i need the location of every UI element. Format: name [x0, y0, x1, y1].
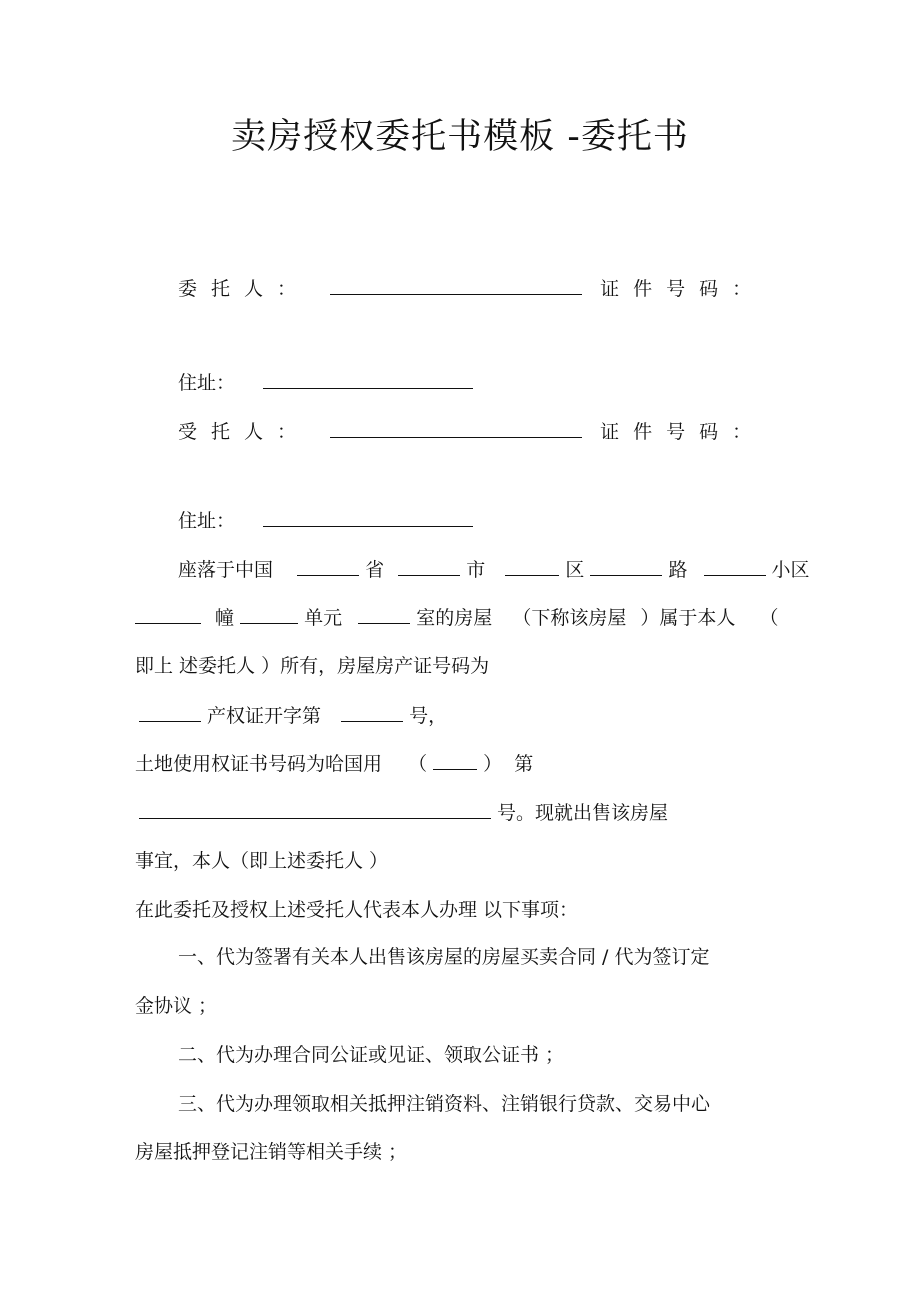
district-blank	[505, 557, 559, 576]
item-3-text: 三、代为办理领取相关抵押注销资料、注销银行贷款、交易中心	[178, 1093, 711, 1115]
cert-prefix-text: 产权证开字第	[207, 705, 322, 727]
province-label: 省	[365, 559, 385, 581]
open-paren: （	[759, 607, 779, 629]
document-title: 卖房授权委托书模板 -委托书	[231, 117, 689, 157]
building-label: 幢	[215, 607, 235, 629]
room-blank	[358, 605, 410, 624]
so-called-text: （下称该房屋	[512, 607, 627, 629]
agent-address-row	[178, 508, 473, 533]
principal-label: 委托人：	[178, 278, 311, 300]
principal-address-blank	[263, 370, 473, 389]
property-building-row	[135, 605, 778, 630]
unit-label: 单元	[304, 607, 343, 629]
item-3-continued-text: 房屋抵押登记注销等相关手续 ；	[135, 1141, 408, 1163]
building-blank	[135, 605, 201, 624]
land-number-blank	[139, 800, 491, 819]
agent-name-blank	[330, 419, 582, 438]
agent-row	[178, 419, 765, 444]
item-2-text: 二、代为办理合同公证或见证、领取公证书 ；	[178, 1044, 565, 1066]
land-paren-open: （	[408, 753, 428, 775]
land-number-row	[139, 800, 668, 825]
cert-suffix-text: 号，	[409, 705, 448, 727]
ownership-text: 即上 述委托人 ）所有，房屋房产证号码为	[135, 655, 490, 677]
agent-label: 受托人：	[178, 421, 311, 443]
principal-row	[178, 276, 765, 301]
land-end-text: 号。现就出售该房屋	[497, 802, 669, 824]
item-1-continued-row	[135, 994, 217, 1018]
location-intro: 座落于中国	[178, 559, 274, 581]
land-year-blank	[433, 751, 477, 770]
principal-address-row	[178, 370, 473, 395]
room-label: 室的房屋	[416, 607, 493, 629]
agent-id-label: 证件号码：	[600, 421, 766, 443]
belongs-text: ）属于本人	[640, 607, 736, 629]
principal-address-label: 住址：	[178, 372, 236, 394]
road-label: 路	[668, 559, 688, 581]
land-di-text: 第	[514, 753, 534, 775]
matter-text: 事宜，本人（即上述委托人 ）	[135, 850, 389, 872]
city-blank	[398, 557, 460, 576]
land-cert-text: 土地使用权证书号码为哈国用	[135, 753, 383, 775]
authorize-text: 在此委托及授权上述受托人代表本人办理 以下事项：	[135, 899, 579, 921]
ownership-row	[135, 654, 489, 678]
agent-address-label: 住址：	[178, 510, 236, 532]
community-blank	[704, 557, 766, 576]
property-location-row	[178, 557, 810, 582]
agent-address-blank	[263, 508, 473, 527]
cert-prefix-blank	[139, 703, 201, 722]
principal-name-blank	[330, 276, 582, 295]
item-1-row	[178, 945, 709, 969]
district-label: 区	[565, 559, 585, 581]
land-paren-close: ）	[483, 753, 503, 775]
matter-row	[135, 849, 388, 873]
unit-blank	[240, 605, 298, 624]
city-label: 市	[466, 559, 486, 581]
item-2-row	[178, 1043, 564, 1067]
principal-id-label: 证件号码：	[600, 278, 766, 300]
item-3-row	[178, 1092, 710, 1116]
authorize-row	[135, 898, 578, 922]
community-label: 小区	[771, 559, 810, 581]
province-blank	[297, 557, 359, 576]
item-3-continued-row	[135, 1140, 407, 1164]
item-1-continued-text: 金协议 ；	[135, 995, 218, 1017]
road-blank	[590, 557, 662, 576]
cert-number-blank	[341, 703, 403, 722]
item-1-text: 一、代为签署有关本人出售该房屋的房屋买卖合同 / 代为签订定	[178, 946, 710, 968]
land-cert-row	[135, 751, 533, 776]
property-cert-row	[139, 703, 447, 728]
